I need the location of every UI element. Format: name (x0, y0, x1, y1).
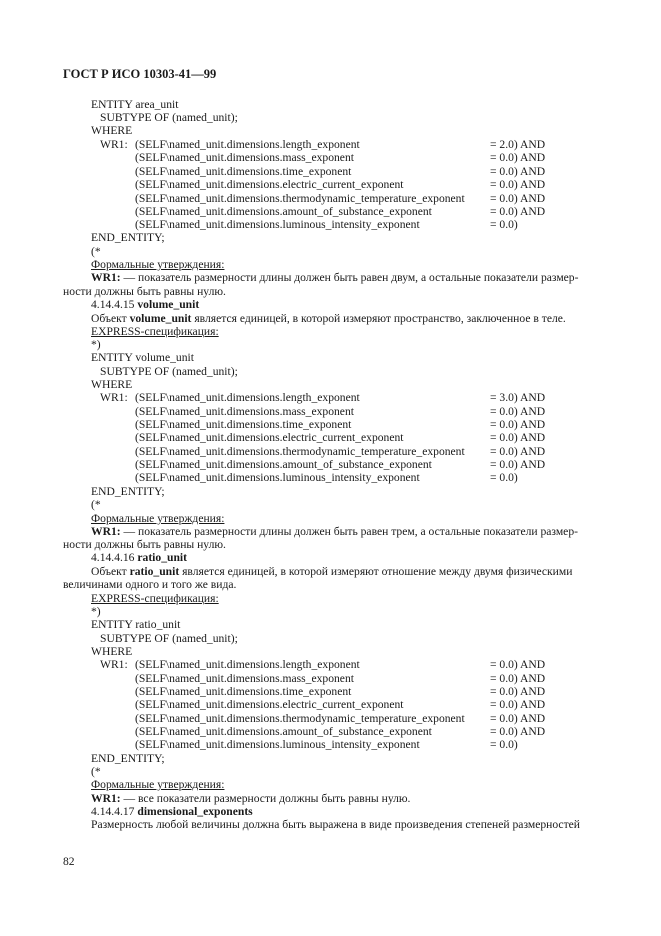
ratio-subtype-line: SUBTYPE OF (named_unit); (100, 632, 238, 645)
ratio-comment-open: (* (91, 765, 101, 778)
page-number: 82 (63, 855, 75, 868)
volume-section-heading (91, 298, 199, 311)
area-comment-open: (* (91, 245, 101, 258)
volume-wr-text-2: ности должны быть равны нулю. (63, 538, 226, 551)
dimensional-section-name: dimensional_exponents (137, 805, 253, 818)
area-cond-3: (SELF\named_unit.dimensions.time_exponent (135, 165, 352, 178)
ratio-val-3: = 0.0) AND (490, 685, 546, 698)
area-cond-5: (SELF\named_unit.dimensions.thermodynamic_temperature_exponent (135, 192, 465, 205)
dimensional-description: Размерность любой величины должна быть выражена в виде произведения степеней размерностей (91, 818, 580, 831)
area-entity-line: ENTITY area_unit (91, 98, 179, 111)
area-subtype-line: SUBTYPE OF (named_unit); (100, 111, 238, 124)
ratio-cond-4: (SELF\named_unit.dimensions.electric_current_exponent (135, 698, 404, 711)
ratio-express-heading: EXPRESS-спецификация: (91, 592, 219, 605)
volume-wr-prefix: WR1: (91, 525, 121, 538)
ratio-wr-prefix: WR1: (91, 792, 121, 805)
volume-cond-6: (SELF\named_unit.dimensions.amount_of_substance_exponent (135, 458, 432, 471)
volume-entity-line: ENTITY volume_unit (91, 351, 194, 364)
volume-end-entity: END_ENTITY; (91, 485, 165, 498)
volume-val-6: = 0.0) AND (490, 458, 546, 471)
dimensional-section-number: 4.14.4.17 (91, 805, 138, 818)
area-where-line: WHERE (91, 124, 133, 137)
area-wr-prefix: WR1: (91, 271, 121, 284)
volume-wr-text-1: — показатель размерности длины должен быть равен трем, а остальные показатели размер- (120, 525, 578, 538)
area-formal-heading: Формальные утверждения: (91, 258, 225, 271)
volume-desc-prefix: Объект (91, 312, 130, 325)
area-wr-text-1: — показатель размерности длины должен быть равен двум, а остальные показатели размер- (120, 271, 579, 284)
ratio-wr-text (91, 792, 410, 805)
document-header: ГОСТ Р ИСО 10303-41—99 (63, 67, 217, 81)
volume-desc-bold: volume_unit (129, 312, 192, 325)
volume-val-3: = 0.0) AND (490, 418, 546, 431)
area-wr-label: WR1: (100, 138, 128, 151)
volume-formal-heading: Формальные утверждения: (91, 512, 225, 525)
volume-cond-2: (SELF\named_unit.dimensions.mass_exponent (135, 405, 354, 418)
area-val-5: = 0.0) AND (490, 192, 546, 205)
volume-cond-7: (SELF\named_unit.dimensions.luminous_intensity_exponent (135, 471, 420, 484)
volume-val-4: = 0.0) AND (490, 431, 546, 444)
volume-desc-rest: является единицей, в которой измеряют пространство, заключенное в теле. (191, 312, 566, 325)
ratio-cond-6: (SELF\named_unit.dimensions.amount_of_substance_exponent (135, 725, 432, 738)
volume-description (91, 312, 566, 325)
volume-subtype-line: SUBTYPE OF (named_unit); (100, 365, 238, 378)
volume-wr-text (91, 525, 578, 538)
volume-comment-close: *) (91, 338, 101, 351)
area-val-4: = 0.0) AND (490, 178, 546, 191)
ratio-cond-7: (SELF\named_unit.dimensions.luminous_intensity_exponent (135, 738, 420, 751)
area-val-1: = 2.0) AND (490, 138, 546, 151)
ratio-cond-2: (SELF\named_unit.dimensions.mass_exponent (135, 672, 354, 685)
volume-val-7: = 0.0) (490, 471, 518, 484)
area-val-7: = 0.0) (490, 218, 518, 231)
volume-val-1: = 3.0) AND (490, 391, 546, 404)
ratio-val-4: = 0.0) AND (490, 698, 546, 711)
dimensional-section-heading (91, 805, 253, 818)
ratio-desc-bold: ratio_unit (129, 565, 180, 578)
ratio-description-2: величинами одного и того же вида. (63, 578, 237, 591)
ratio-cond-5: (SELF\named_unit.dimensions.thermodynamic_temperature_exponent (135, 712, 465, 725)
area-cond-2: (SELF\named_unit.dimensions.mass_exponent (135, 151, 354, 164)
ratio-formal-heading: Формальные утверждения: (91, 778, 225, 791)
volume-cond-3: (SELF\named_unit.dimensions.time_exponent (135, 418, 352, 431)
volume-section-name: volume_unit (137, 298, 200, 311)
ratio-val-6: = 0.0) AND (490, 725, 546, 738)
volume-comment-open: (* (91, 498, 101, 511)
ratio-cond-3: (SELF\named_unit.dimensions.time_exponent (135, 685, 352, 698)
ratio-val-7: = 0.0) (490, 738, 518, 751)
area-cond-6: (SELF\named_unit.dimensions.amount_of_substance_exponent (135, 205, 432, 218)
ratio-val-1: = 0.0) AND (490, 658, 546, 671)
area-wr-text-2: ности должны быть равны нулю. (63, 285, 226, 298)
area-val-3: = 0.0) AND (490, 165, 546, 178)
ratio-desc-prefix: Объект (91, 565, 130, 578)
area-cond-4: (SELF\named_unit.dimensions.electric_current_exponent (135, 178, 404, 191)
ratio-end-entity: END_ENTITY; (91, 752, 165, 765)
ratio-wr-text-1: — все показатели размерности должны быть равны нулю. (120, 792, 411, 805)
ratio-section-heading (91, 551, 187, 564)
ratio-description (91, 565, 572, 578)
area-val-6: = 0.0) AND (490, 205, 546, 218)
area-cond-1: (SELF\named_unit.dimensions.length_exponent (135, 138, 360, 151)
area-wr-text (91, 271, 578, 284)
area-cond-7: (SELF\named_unit.dimensions.luminous_intensity_exponent (135, 218, 420, 231)
ratio-val-5: = 0.0) AND (490, 712, 546, 725)
volume-cond-4: (SELF\named_unit.dimensions.electric_current_exponent (135, 431, 404, 444)
ratio-section-number: 4.14.4.16 (91, 551, 138, 564)
ratio-comment-close: *) (91, 605, 101, 618)
volume-where-line: WHERE (91, 378, 133, 391)
volume-val-2: = 0.0) AND (490, 405, 546, 418)
area-end-entity: END_ENTITY; (91, 231, 165, 244)
area-val-2: = 0.0) AND (490, 151, 546, 164)
volume-cond-1: (SELF\named_unit.dimensions.length_exponent (135, 391, 360, 404)
ratio-wr-label: WR1: (100, 658, 128, 671)
volume-section-number: 4.14.4.15 (91, 298, 138, 311)
ratio-desc-rest: является единицей, в которой измеряют отношение между двумя физическими (179, 565, 573, 578)
ratio-where-line: WHERE (91, 645, 133, 658)
ratio-cond-1: (SELF\named_unit.dimensions.length_exponent (135, 658, 360, 671)
volume-val-5: = 0.0) AND (490, 445, 546, 458)
ratio-entity-line: ENTITY ratio_unit (91, 618, 181, 631)
ratio-val-2: = 0.0) AND (490, 672, 546, 685)
volume-wr-label: WR1: (100, 391, 128, 404)
volume-cond-5: (SELF\named_unit.dimensions.thermodynamic_temperature_exponent (135, 445, 465, 458)
volume-express-heading: EXPRESS-спецификация: (91, 325, 219, 338)
ratio-section-name: ratio_unit (137, 551, 187, 564)
